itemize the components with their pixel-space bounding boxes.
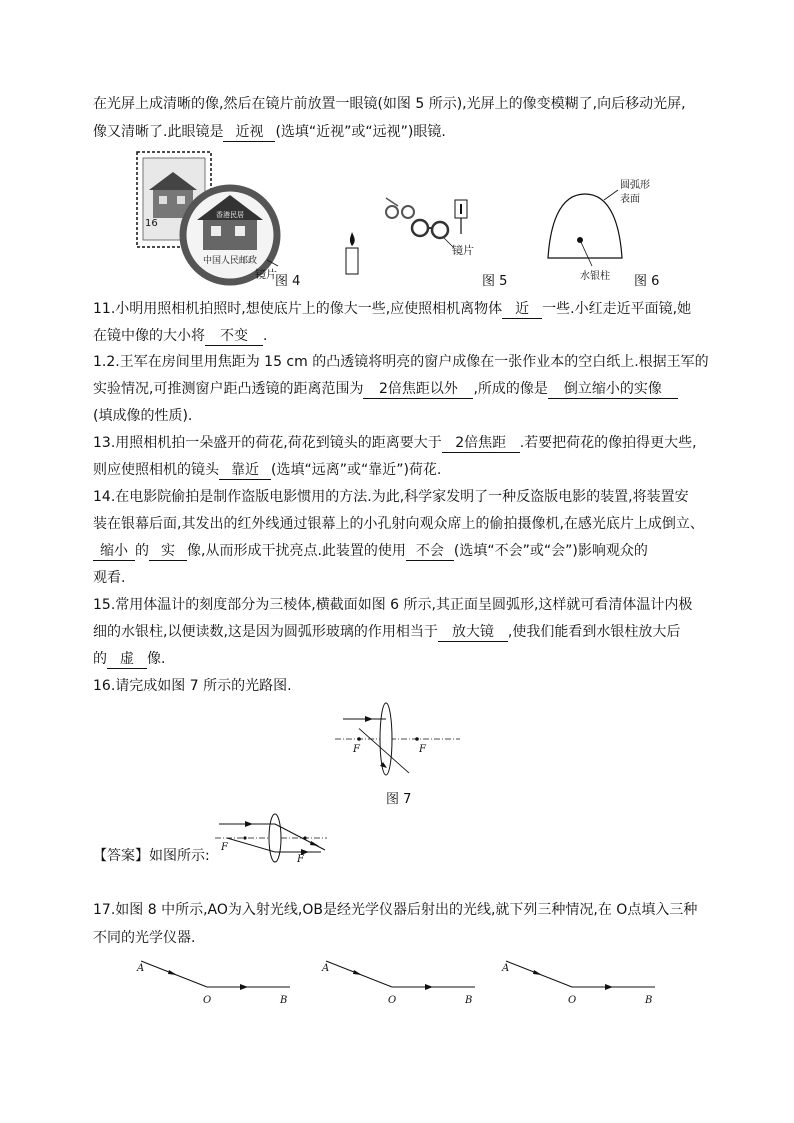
q17-line-1: 17.如图 8 中所示,AO为入射光线,OB是经光学仪器后射出的光线,就下列三种情况,在 O点填入三种 bbox=[93, 902, 698, 918]
intro-line-1: 在光屏上成清晰的像,然后在镜片前放置一眼镜(如图 5 所示),光屏上的像变模糊了,向后移动光屏, bbox=[93, 96, 686, 112]
q14-line-2: 装在银幕后面,其发出的红外线通过银幕上的小孔射向观众席上的偷拍摄像机,在感光底片上成倒立、 bbox=[93, 516, 704, 532]
fig4-caption: 图 4 bbox=[275, 274, 301, 289]
fig8-o: O bbox=[203, 995, 212, 1006]
figure-4 bbox=[135, 150, 295, 285]
q13-line-2: 则应使照相机的镜头 靠近 (选填“远离”或“靠近”)荷花. bbox=[93, 462, 442, 478]
fig6-mercury-label: 水银柱 bbox=[580, 271, 610, 282]
answer-blank: 2倍焦距以外 bbox=[363, 381, 473, 399]
fig8-b: B bbox=[645, 995, 653, 1006]
fig6-surface-label-1: 圆弧形 bbox=[620, 180, 650, 191]
q16-answer-label: 【答案】如图所示: bbox=[93, 848, 210, 864]
q15-line-1: 15.常用体温计的刻度部分为三棱体,横截面如图 6 所示,其正面呈圆弧形,这样就可看清体温计内极 bbox=[93, 597, 693, 613]
fig8-b: B bbox=[280, 995, 288, 1006]
q12-line-2: 实验情况,可推测窗户距凸透镜的距离范围为 2倍焦距以外 ,所成的像是 倒立缩小的实像 bbox=[93, 379, 678, 399]
answer-blank: 放大镜 bbox=[438, 624, 508, 642]
q17-line-2: 不同的光学仪器. bbox=[93, 930, 196, 946]
answer-f-left: F bbox=[221, 842, 228, 853]
fig8-o: O bbox=[568, 995, 577, 1006]
fig7-caption: 图 7 bbox=[386, 792, 412, 807]
q14-line-3: 缩小 的 实 像,从而形成干扰亮点.此装置的使用 不会 (选填“不会”或“会”)影响观众的 bbox=[93, 541, 648, 561]
fig7-f-right: F bbox=[419, 744, 426, 755]
fig7-f-left: F bbox=[353, 744, 360, 755]
answer-blank: 2倍焦距 bbox=[442, 435, 520, 453]
fig6-caption: 图 6 bbox=[634, 274, 660, 289]
q14-line-4: 观看. bbox=[93, 570, 126, 586]
q12-line-1: 1.2.王军在房间里用焦距为 15 cm 的凸透镜将明亮的窗户成像在一张作业本的空白纸上.根据王军的 bbox=[93, 354, 709, 370]
q12-line-3: (填成像的性质). bbox=[93, 408, 193, 424]
q14-line-1: 14.在电影院偷拍是制作盗版电影惯用的方法.为此,科学家发明了一种反盗版电影的装置,将装置安 bbox=[93, 489, 689, 505]
figure-5 bbox=[340, 190, 490, 285]
figure-8-diagram-1 bbox=[135, 955, 295, 1010]
intro-line-2: 像又清晰了.此眼镜是 近视 (选填“近视”或“远视”)眼镜. bbox=[93, 124, 446, 140]
answer-blank: 缩小 bbox=[93, 543, 135, 561]
stamp-value: 16 bbox=[145, 218, 158, 229]
fig8-o: O bbox=[388, 995, 397, 1006]
answer-light-path bbox=[215, 812, 330, 864]
fig6-surface-label-2: 表面 bbox=[620, 194, 640, 205]
q15-line-2: 细的水银柱,以便读数,这是因为圆弧形玻璃的作用相当于 放大镜 ,使我们能看到水银柱放大后 bbox=[93, 624, 681, 640]
answer-blank: 虚 bbox=[107, 651, 147, 669]
answer-blank: 靠近 bbox=[219, 462, 271, 480]
answer-blank: 不变 bbox=[205, 328, 263, 346]
fig8-a: A bbox=[502, 963, 510, 974]
fig5-caption: 图 5 bbox=[482, 274, 508, 289]
stamp-top-text: 香港民居 bbox=[216, 211, 244, 219]
q15-line-3: 的 虚 像. bbox=[93, 651, 166, 667]
fig8-b: B bbox=[465, 995, 473, 1006]
q11-line-2: 在镜中像的大小将 不变 . bbox=[93, 328, 268, 344]
q16-line-1: 16.请完成如图 7 所示的光路图. bbox=[93, 678, 292, 694]
answer-blank: 不会 bbox=[406, 543, 454, 561]
answer-blank: 近视 bbox=[223, 124, 275, 142]
figure-8-diagram-3 bbox=[500, 955, 660, 1010]
fig5-lens-label: 镜片 bbox=[452, 244, 474, 257]
figure-8-diagram-2 bbox=[320, 955, 480, 1010]
answer-blank: 倒立缩小的实像 bbox=[548, 381, 678, 399]
q13-line-1: 13.用照相机拍一朵盛开的荷花,荷花到镜头的距离要大于 2倍焦距 .若要把荷花的像拍得更大些, bbox=[93, 435, 697, 451]
fig8-a: A bbox=[137, 963, 145, 974]
fig8-a: A bbox=[322, 963, 330, 974]
figure-7-light-path bbox=[335, 700, 465, 785]
answer-f-right: F bbox=[297, 854, 304, 865]
fig4-lens-label: 镜片 bbox=[255, 268, 277, 281]
q11-line-1: 11.小明用照相机拍照时,想使底片上的像大一些,应使照相机离物体 近 一些.小红走近平面镜,她 bbox=[93, 301, 692, 317]
answer-blank: 近 bbox=[502, 301, 542, 319]
answer-blank: 实 bbox=[149, 543, 187, 561]
stamp-text: 中国人民邮政 bbox=[202, 256, 258, 266]
